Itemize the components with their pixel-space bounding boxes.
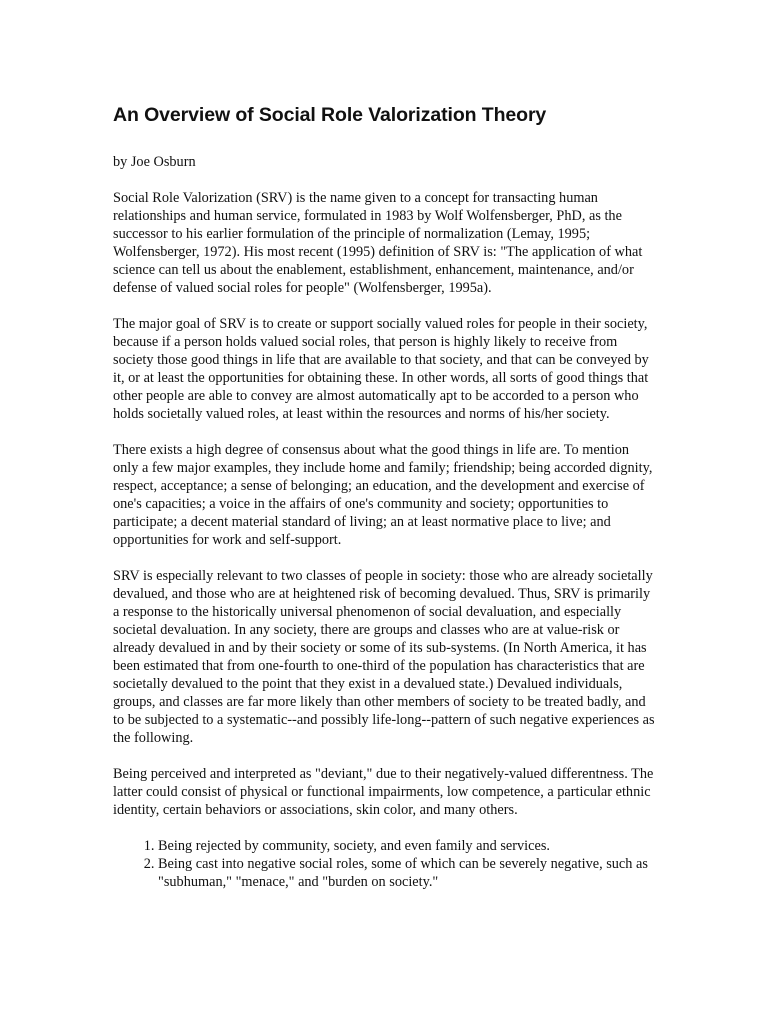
author-byline: by Joe Osburn [113,154,196,171]
paragraph-5: Being perceived and interpreted as "deviant," due to their negatively-valued differentness. The latter could consist of physical or functional impairments, low competence, a particular ethnic identity, certain behaviors or associations, skin color, and many others. [113,766,654,819]
document-title: An Overview of Social Role Valorization Theory [113,104,547,126]
paragraph-1: Social Role Valorization (SRV) is the name given to a concept for transacting human relationships and human service, formulated in 1983 by Wolf Wolfensberger, PhD, as the successor to his earlier formulation of the principle of normalization (Lemay, 1995; Wolfensberger, 1972). His most recent (1995) definition of SRV is: "The application of what science can tell us about the enablement, establishment, enhancement, maintenance, and/or defense of valued social roles for people" (Wolfensberger, 1995a). [113,190,643,297]
paragraph-2: The major goal of SRV is to create or support socially valued roles for people in their society, because if a person holds valued social roles, that person is highly likely to receive from society those good things in life that are available to that society, and that can be conveyed by it, or at least the opportunities for obtaining these. In other words, all sorts of good things that other people are able to convey are almost automatically apt to be accorded to a person who holds societally valued roles, at least within the resources and norms of his/her society. [113,316,649,423]
paragraph-3: There exists a high degree of consensus about what the good things in life are. To mention only a few major examples, they include home and family; friendship; being accorded dignity, respect, acceptance; a sense of belonging; an education, and the development and exercise of one's capacities; a voice in the affairs of one's community and society; opportunities to participate; a decent material standard of living; an at least normative place to live; and opportunities for work and self-support. [113,442,653,549]
paragraph-4: SRV is especially relevant to two classes of people in society: those who are already societally devalued, and those who are at heightened risk of becoming devalued. Thus, SRV is primarily a response to the historically universal phenomenon of social devaluation, and especially societal devaluation. In any society, there are groups and classes who are at value-risk or already devalued in and by their society or some of its sub-systems. (In North America, it has been estimated that from one-fourth to one-third of the population has characteristics that are societally devalued to the point that they exist in a devalued state.) Devalued individuals, groups, and classes are far more likely than other members of society to be treated badly, and to be subjected to a systematic--and possibly life-long--pattern of such negative experiences as the following. [113,568,655,747]
document-page [113,104,658,891]
numbered-list [113,837,658,891]
list-item: 1. Being rejected by community, society, and even family and services. [158,837,658,855]
list-item: 2. Being cast into negative social roles, some of which can be severely negative, such as "subhuman," "menace," and "burden on society." [158,855,658,891]
